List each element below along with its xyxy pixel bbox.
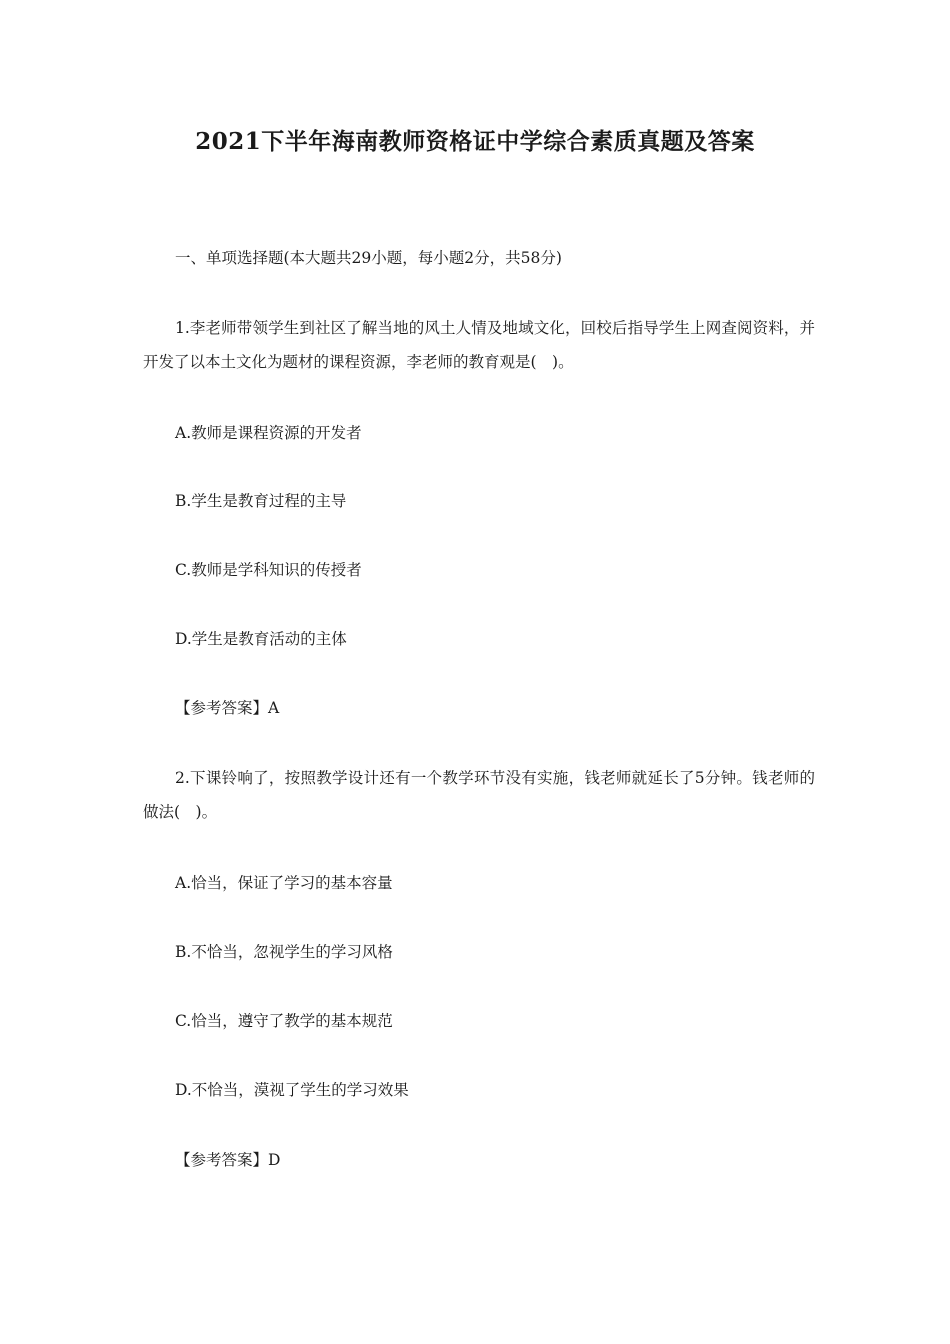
document-title: 2021下半年海南教师资格证中学综合素质真题及答案: [195, 128, 755, 155]
question-2-option-b: B.不恰当，忽视学生的学习风格: [175, 943, 393, 961]
question-1-option-d: D.学生是教育活动的主体: [175, 630, 347, 648]
question-1-option-c: C.教师是学科知识的传授者: [175, 561, 362, 579]
question-2-option-d: D.不恰当，漠视了学生的学习效果: [175, 1081, 409, 1099]
question-2-option-c: C.恰当，遵守了教学的基本规范: [175, 1012, 393, 1030]
question-2-option-a: A.恰当，保证了学习的基本容量: [175, 874, 393, 892]
question-1-answer: 【参考答案】A: [175, 699, 280, 717]
question-1-stem: 1.李老师带领学生到社区了解当地的风土人情及地域文化，回校后指导学生上网查阅资料，并开发了以本土文化为题材的课程资源，李老师的教育观是( )。: [143, 319, 815, 371]
question-2-stem: 2.下课铃响了，按照教学设计还有一个教学环节没有实施，钱老师就延长了5分钟。钱老师的做法( )。: [143, 769, 815, 821]
section-heading: 一、单项选择题(本大题共29小题，每小题2分，共58分): [175, 249, 562, 267]
question-2-answer: 【参考答案】D: [175, 1151, 281, 1169]
question-1-option-a: A.教师是课程资源的开发者: [175, 424, 362, 442]
question-1-option-b: B.学生是教育过程的主导: [175, 492, 347, 510]
